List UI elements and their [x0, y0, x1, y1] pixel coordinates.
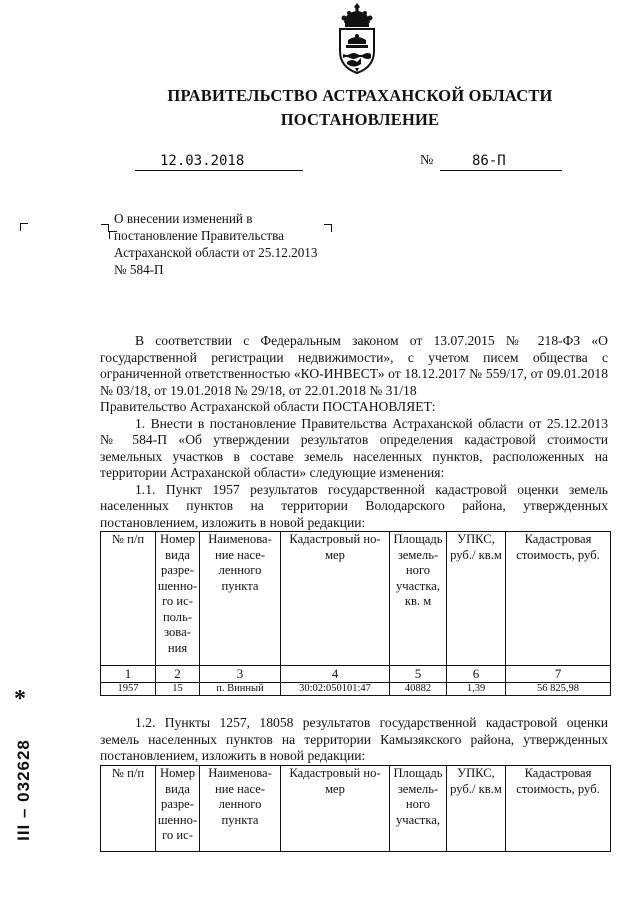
table-header-cell: Площадь земельного участка, кв. м	[390, 532, 447, 666]
table-cell: 1957	[101, 682, 156, 695]
table-header-cell: Площадь земельного участка,	[390, 766, 447, 852]
table-cell: п. Винный	[200, 682, 281, 695]
document-number: 86-П	[472, 153, 506, 169]
coat-of-arms-icon	[331, 2, 383, 78]
column-number: 6	[447, 666, 506, 683]
table-header-cell: Кадастровый номер	[281, 766, 390, 852]
table-header-cell: Кадастровая стоимость, руб.	[506, 766, 611, 852]
document-type-title: ПОСТАНОВЛЕНИЕ	[280, 110, 440, 129]
subject-heading: О внесении изменений в постановление Правительства Астраханской области от 25.12.2013 № 584-П	[114, 211, 318, 277]
table-header-cell: Наименование населенного пункта	[200, 766, 281, 852]
paragraph-item-1: 1. Внести в постановление Правительства Астраханской области от 25.12.2013 № 584-П «Об утверждении результатов определения кадастровой стоимости земельных участков в составе земель населенных пунктов, расположенных на территории Астраханской области» следующие изменения:	[100, 415, 608, 480]
column-number: 3	[200, 666, 281, 683]
table-cell: 15	[156, 682, 200, 695]
column-number: 4	[281, 666, 390, 683]
number-sign: №	[420, 153, 434, 168]
column-number: 1	[101, 666, 156, 683]
table-cell: 40882	[390, 682, 447, 695]
table-header-cell: Номер вида разрешенного ис-	[156, 766, 200, 852]
table-header-cell: УПКС, руб./ кв.м	[447, 766, 506, 852]
table-cell: 30:02:050101:47	[281, 682, 390, 695]
cadastral-table-1	[100, 531, 611, 696]
body-section	[100, 333, 608, 531]
government-title: ПРАВИТЕЛЬСТВО АСТРАХАНСКОЙ ОБЛАСТИ	[167, 86, 553, 105]
table-header-cell: УПКС, руб./ кв.м	[447, 532, 506, 666]
paragraph-item-1-1: 1.1. Пункт 1957 результатов государственной кадастровой оценки земель населенных пунктов на территории Володарского района, утвержденных постановлением, изложить в новой редакции:	[100, 481, 608, 530]
cadastral-table-2	[100, 765, 611, 852]
stamp-star: *	[14, 686, 26, 712]
table-column-number-row	[101, 666, 611, 683]
table-header-cell: № п/п	[101, 766, 156, 852]
serial-number: III – 032628	[14, 739, 33, 841]
table-header-cell: Наименование населенного пункта	[200, 532, 281, 666]
table-row	[101, 682, 611, 695]
column-number: 7	[506, 666, 611, 683]
body-section-2	[100, 715, 608, 765]
serial-stamp	[4, 728, 44, 858]
paragraph-preamble: В соответствии с Федеральным законом от 13.07.2015 № 218-ФЗ «О государственной регистрации недвижимости», с учетом писем общества с ограниченной ответственностью «КО-ИНВЕСТ» от 18.12.2017 № 559/17, от 09.01.2018 № 03/18, от 19.01.2018 № 29/18, от 22.01.2018 № 31/18	[100, 333, 608, 398]
column-number: 2	[156, 666, 200, 683]
table-header-row	[101, 532, 611, 666]
table-cell: 56 825,98	[506, 682, 611, 695]
table-header-cell: № п/п	[101, 532, 156, 666]
paragraph-item-1-2: 1.2. Пункты 1257, 18058 результатов государственной кадастровой оценки земель населенных пунктов на территории Камызякского района, утвержденных постановлением, изложить в новой редакции:	[100, 715, 608, 763]
table-header-cell: Кадастровая стоимость, руб.	[506, 532, 611, 666]
table-header-cell: Номер вида разрешенного использования	[156, 532, 200, 666]
table-header-row	[101, 766, 611, 852]
column-number: 5	[390, 666, 447, 683]
document-date: 12.03.2018	[160, 153, 245, 169]
table-cell: 1,39	[447, 682, 506, 695]
paragraph-resolves: Правительство Астраханской области ПОСТАНОВЛЯЕТ:	[100, 399, 436, 414]
table-header-cell: Кадастровый номер	[281, 532, 390, 666]
